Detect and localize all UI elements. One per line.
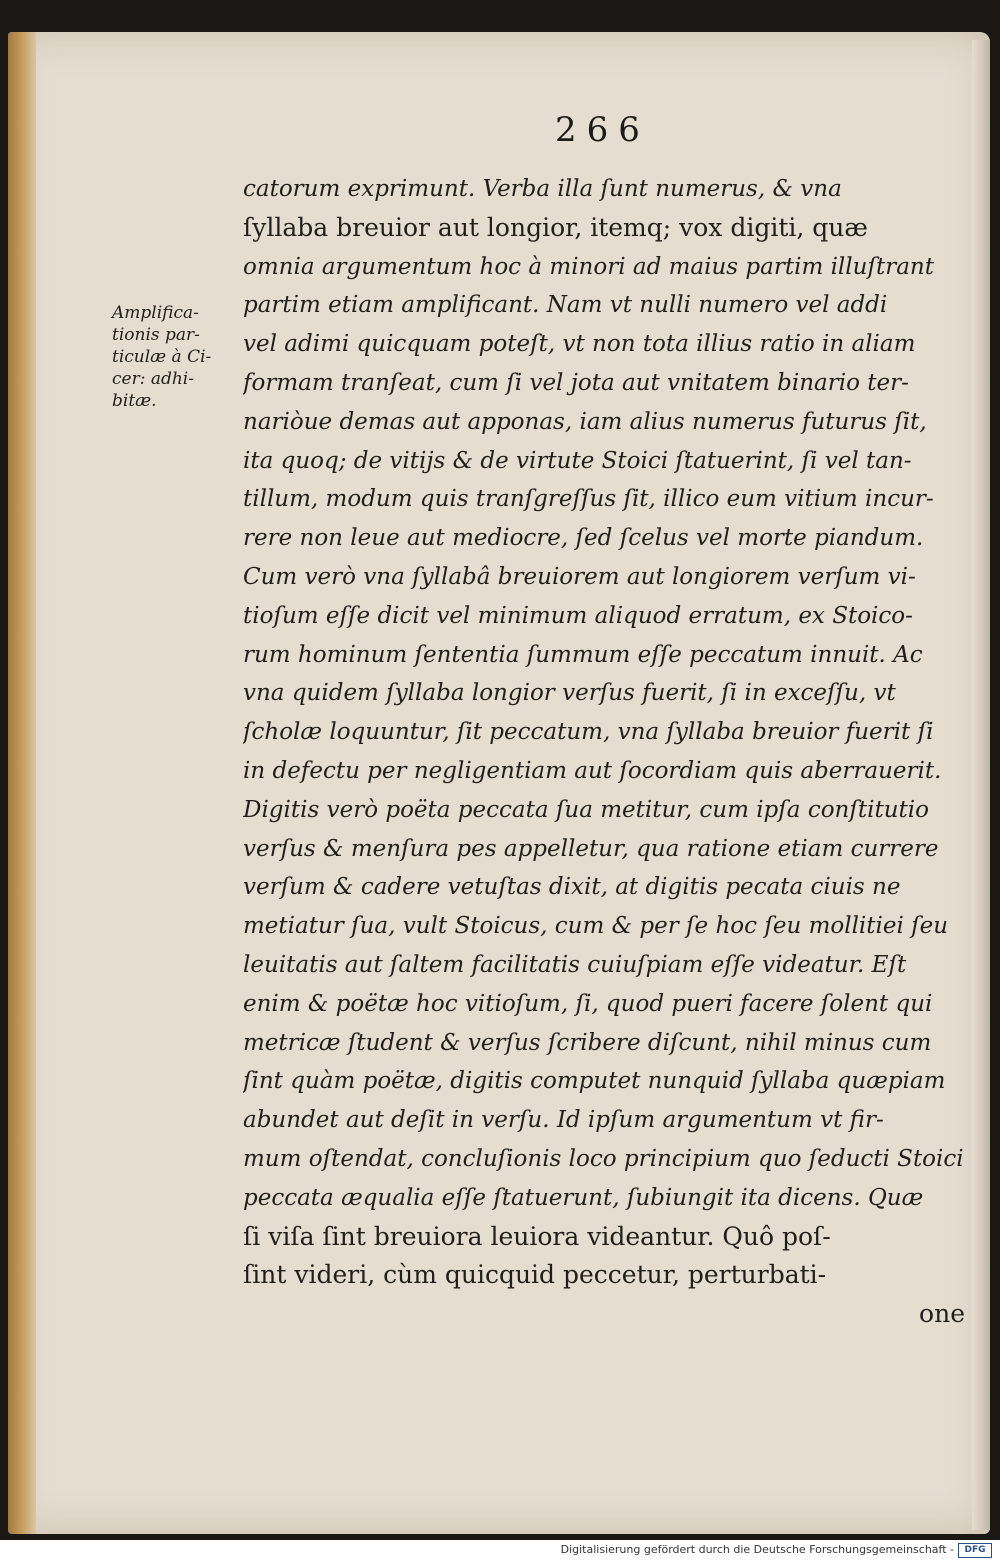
text-line: partim etiam amplificant. Nam vt nulli numero vel addi xyxy=(243,292,888,319)
text-line: mum oſtendat, concluſionis loco principium quo ſeducti Stoici xyxy=(243,1145,964,1172)
text-line: vel adimi quicquam poteſt, vt non tota illius ratio in aliam xyxy=(243,331,916,358)
catchword: one xyxy=(919,1299,965,1329)
page-right-edge xyxy=(972,40,990,1530)
margin-note xyxy=(112,302,240,412)
dfg-logo: DFG xyxy=(958,1543,992,1558)
text-line: abundet aut deſit in verſu. Id ipſum argumentum vt fir- xyxy=(243,1107,884,1134)
footer-bar xyxy=(0,1540,1000,1562)
text-line: formam tranſeat, cum ſi vel jota aut vnitatem binario ter- xyxy=(243,369,909,396)
text-line: ita quoq; de vitijs & de virtute Stoici ſtatuerint, ſi vel tan- xyxy=(243,447,912,474)
text-line: ſi viſa ſint breuiora leuiora videantur. Quô poſ- xyxy=(243,1221,831,1251)
text-line: vna quidem ſyllaba longior verſus fuerit, ſi in exceſſu, vt xyxy=(243,680,896,707)
text-line: in defectu per negligentiam aut ſocordiam quis aberrauerit. xyxy=(243,757,942,784)
page-number: 266 xyxy=(555,110,650,150)
text-line: ſint quàm poëtæ, digitis computet nunquid ſyllaba quæpiam xyxy=(243,1068,946,1095)
text-line: verſus & menſura pes appelletur, qua ratione etiam currere xyxy=(243,835,939,862)
text-line: rere non leue aut mediocre, ſed ſcelus vel morte piandum. xyxy=(243,525,924,552)
main-text-block xyxy=(243,170,965,1334)
text-line: rum hominum ſententia ſummum eſſe peccatum innuit. Ac xyxy=(243,641,923,668)
text-line: metiatur ſua, vult Stoicus, cum & per ſe hoc ſeu mollitiei ſeu xyxy=(243,913,949,940)
text-line: Digitis verò poëta peccata ſua metitur, cum ipſa conſtitutio xyxy=(243,796,929,823)
text-line: tioſum eſſe dicit vel minimum aliquod erratum, ex Stoico- xyxy=(243,602,913,629)
margin-note-line: Amplifica- xyxy=(112,303,199,323)
funding-notice: Digitalisierung gefördert durch die Deutsche Forschungsgemeinschaft - xyxy=(560,1543,954,1556)
margin-note-line: bitæ. xyxy=(112,391,157,411)
text-line: leuitatis aut ſaltem facilitatis cuiuſpiam eſſe videatur. Eſt xyxy=(243,951,907,978)
text-line: ſint videri, cùm quicquid peccetur, perturbati- xyxy=(243,1260,827,1290)
text-line: tillum, modum quis tranſgreſſus ſit, illico eum vitium incur- xyxy=(243,486,934,513)
page-gutter-edge xyxy=(8,32,36,1534)
text-line: Cum verò vna ſyllabâ breuiorem aut longiorem verſum vi- xyxy=(243,563,916,590)
text-line: verſum & cadere vetuſtas dixit, at digitis pecata ciuis ne xyxy=(243,874,901,901)
text-line: enim & poëtæ hoc vitioſum, ſi, quod pueri facere ſolent qui xyxy=(243,990,933,1017)
margin-note-line: tionis par- xyxy=(112,325,200,345)
margin-note-line: ticulæ à Ci- xyxy=(112,347,212,367)
text-line: catorum exprimunt. Verba illa ſunt numerus, & vna xyxy=(243,176,842,202)
text-line: omnia argumentum hoc à minori ad maius partim illuſtrant xyxy=(243,253,934,280)
text-line: ſcholæ loquuntur, ſit peccatum, vna ſyllaba breuior fuerit ſi xyxy=(243,719,934,746)
text-line: nariòue demas aut apponas, iam alius numerus futurus ſit, xyxy=(243,408,927,435)
text-line: peccata æqualia eſſe ſtatuerunt, ſubiungit ita dicens. Quæ xyxy=(243,1184,924,1211)
text-line: metricæ ſtudent & verſus ſcribere diſcunt, nihil minus cum xyxy=(243,1029,932,1056)
margin-note-line: cer: adhi- xyxy=(112,369,194,389)
text-line: ſyllaba breuior aut longior, itemq; vox digiti, quæ xyxy=(243,212,868,242)
